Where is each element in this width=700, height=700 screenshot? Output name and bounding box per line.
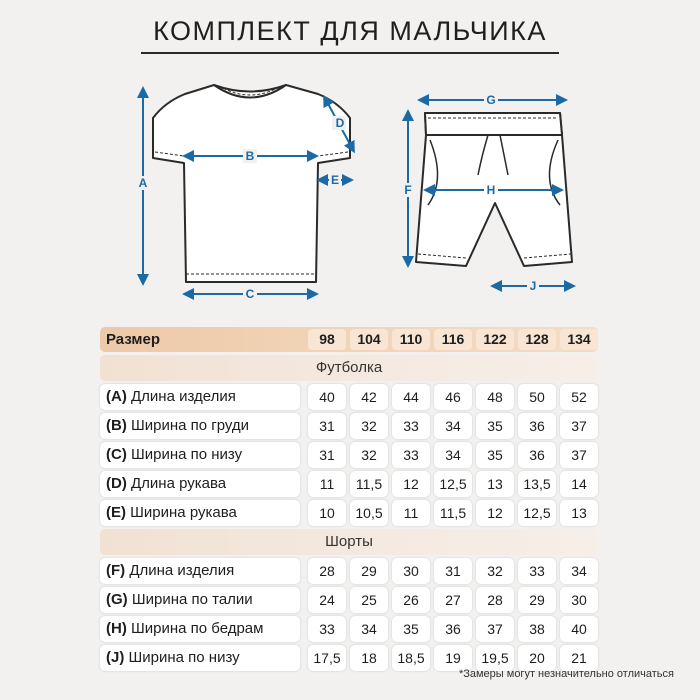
value-cell: 11,5 <box>434 500 472 526</box>
value-cell: 33 <box>518 558 556 584</box>
measurement-code: (D) <box>106 475 127 492</box>
measurement-label <box>100 413 300 439</box>
value-cell: 30 <box>560 587 598 613</box>
value-cell: 37 <box>560 442 598 468</box>
measurement-name: Ширина по груди <box>131 417 250 434</box>
measurement-name: Ширина по бедрам <box>131 620 264 637</box>
value-cell: 31 <box>308 413 346 439</box>
value-cell: 31 <box>434 558 472 584</box>
measurement-label <box>100 645 300 671</box>
value-cell: 40 <box>560 616 598 642</box>
measurement-label <box>100 500 300 526</box>
measurement-code: (F) <box>106 562 126 579</box>
size-table <box>100 327 598 671</box>
value-cell: 31 <box>308 442 346 468</box>
measurement-name: Ширина рукава <box>130 504 237 521</box>
measurement-label <box>100 587 300 613</box>
dim-label-b: B <box>245 149 255 163</box>
measurement-name: Длина рукава <box>131 475 227 492</box>
value-cell: 19 <box>434 645 472 671</box>
section-title: Шорты <box>100 529 598 555</box>
value-cell: 35 <box>476 442 514 468</box>
size-header-cell: 110 <box>392 329 430 350</box>
size-header-cell: 116 <box>434 329 472 350</box>
table-row <box>100 471 598 497</box>
dim-label-d: D <box>335 116 345 130</box>
value-cell: 32 <box>350 413 388 439</box>
value-cell: 29 <box>350 558 388 584</box>
value-cell: 13 <box>476 471 514 497</box>
table-row <box>100 384 598 410</box>
value-cell: 52 <box>560 384 598 410</box>
measurement-name: Ширина по низу <box>128 649 240 666</box>
size-header-row <box>100 327 598 352</box>
value-cell: 26 <box>392 587 430 613</box>
value-cell: 36 <box>518 442 556 468</box>
measurement-name: Ширина по талии <box>131 591 253 608</box>
measurement-label <box>100 384 300 410</box>
value-cell: 10 <box>308 500 346 526</box>
table-row <box>100 413 598 439</box>
measurement-label <box>100 471 300 497</box>
measurement-name: Ширина по низу <box>131 446 243 463</box>
value-cell: 27 <box>434 587 472 613</box>
value-cell: 18,5 <box>392 645 430 671</box>
dim-label-h: H <box>486 183 496 197</box>
value-cell: 37 <box>476 616 514 642</box>
table-row <box>100 616 598 642</box>
dim-label-a: A <box>138 176 148 190</box>
value-cell: 21 <box>560 645 598 671</box>
value-cell: 46 <box>434 384 472 410</box>
value-cell: 44 <box>392 384 430 410</box>
size-header-cell: 134 <box>560 329 598 350</box>
value-cell: 36 <box>434 616 472 642</box>
value-cell: 12,5 <box>518 500 556 526</box>
measurement-name: Длина изделия <box>129 562 235 579</box>
value-cell: 14 <box>560 471 598 497</box>
value-cell: 40 <box>308 384 346 410</box>
value-cell: 19,5 <box>476 645 514 671</box>
value-cell: 11,5 <box>350 471 388 497</box>
measurement-label <box>100 558 300 584</box>
garment-diagram <box>0 70 700 320</box>
value-cell: 13,5 <box>518 471 556 497</box>
measurement-code: (B) <box>106 417 127 434</box>
measurement-name: Длина изделия <box>131 388 236 405</box>
value-cell: 34 <box>560 558 598 584</box>
footnote: *Замеры могут незначительно отличаться <box>458 668 674 680</box>
value-cell: 34 <box>434 413 472 439</box>
value-cell: 32 <box>350 442 388 468</box>
value-cell: 35 <box>476 413 514 439</box>
value-cell: 12 <box>392 471 430 497</box>
table-row <box>100 587 598 613</box>
section-title: Футболка <box>100 355 598 381</box>
size-header-cell: 104 <box>350 329 388 350</box>
value-cell: 33 <box>392 413 430 439</box>
value-cell: 48 <box>476 384 514 410</box>
size-header-cell: 98 <box>308 329 346 350</box>
measurement-code: (E) <box>106 504 126 521</box>
value-cell: 28 <box>308 558 346 584</box>
value-cell: 12,5 <box>434 471 472 497</box>
size-header-cell: 128 <box>518 329 556 350</box>
value-cell: 36 <box>518 413 556 439</box>
size-header-cell: 122 <box>476 329 514 350</box>
value-cell: 38 <box>518 616 556 642</box>
page-title: КОМПЛЕКТ ДЛЯ МАЛЬЧИКА <box>153 16 547 46</box>
value-cell: 33 <box>392 442 430 468</box>
dim-label-j: J <box>529 279 537 293</box>
table-row <box>100 500 598 526</box>
value-cell: 28 <box>476 587 514 613</box>
table-row <box>100 442 598 468</box>
measurement-code: (H) <box>106 620 127 637</box>
value-cell: 50 <box>518 384 556 410</box>
value-cell: 33 <box>308 616 346 642</box>
value-cell: 10,5 <box>350 500 388 526</box>
tshirt-outline <box>153 85 350 282</box>
measurement-code: (C) <box>106 446 127 463</box>
value-cell: 11 <box>308 471 346 497</box>
title-underline <box>141 52 559 54</box>
measurement-code: (G) <box>106 591 128 608</box>
value-cell: 13 <box>560 500 598 526</box>
value-cell: 25 <box>350 587 388 613</box>
measurement-label <box>100 442 300 468</box>
measurement-code: (A) <box>106 388 127 405</box>
dim-label-g: G <box>486 93 496 107</box>
value-cell: 32 <box>476 558 514 584</box>
value-cell: 42 <box>350 384 388 410</box>
value-cell: 17,5 <box>308 645 346 671</box>
value-cell: 24 <box>308 587 346 613</box>
value-cell: 18 <box>350 645 388 671</box>
dim-label-c: C <box>245 287 255 301</box>
value-cell: 30 <box>392 558 430 584</box>
value-cell: 34 <box>350 616 388 642</box>
value-cell: 34 <box>434 442 472 468</box>
dim-label-e: E <box>330 173 340 187</box>
value-cell: 20 <box>518 645 556 671</box>
size-header-label: Размер <box>106 331 161 348</box>
measurement-label <box>100 616 300 642</box>
value-cell: 29 <box>518 587 556 613</box>
dim-label-f: F <box>404 183 412 197</box>
value-cell: 35 <box>392 616 430 642</box>
value-cell: 37 <box>560 413 598 439</box>
measurement-code: (J) <box>106 649 125 666</box>
value-cell: 11 <box>392 500 430 526</box>
table-row <box>100 558 598 584</box>
value-cell: 12 <box>476 500 514 526</box>
